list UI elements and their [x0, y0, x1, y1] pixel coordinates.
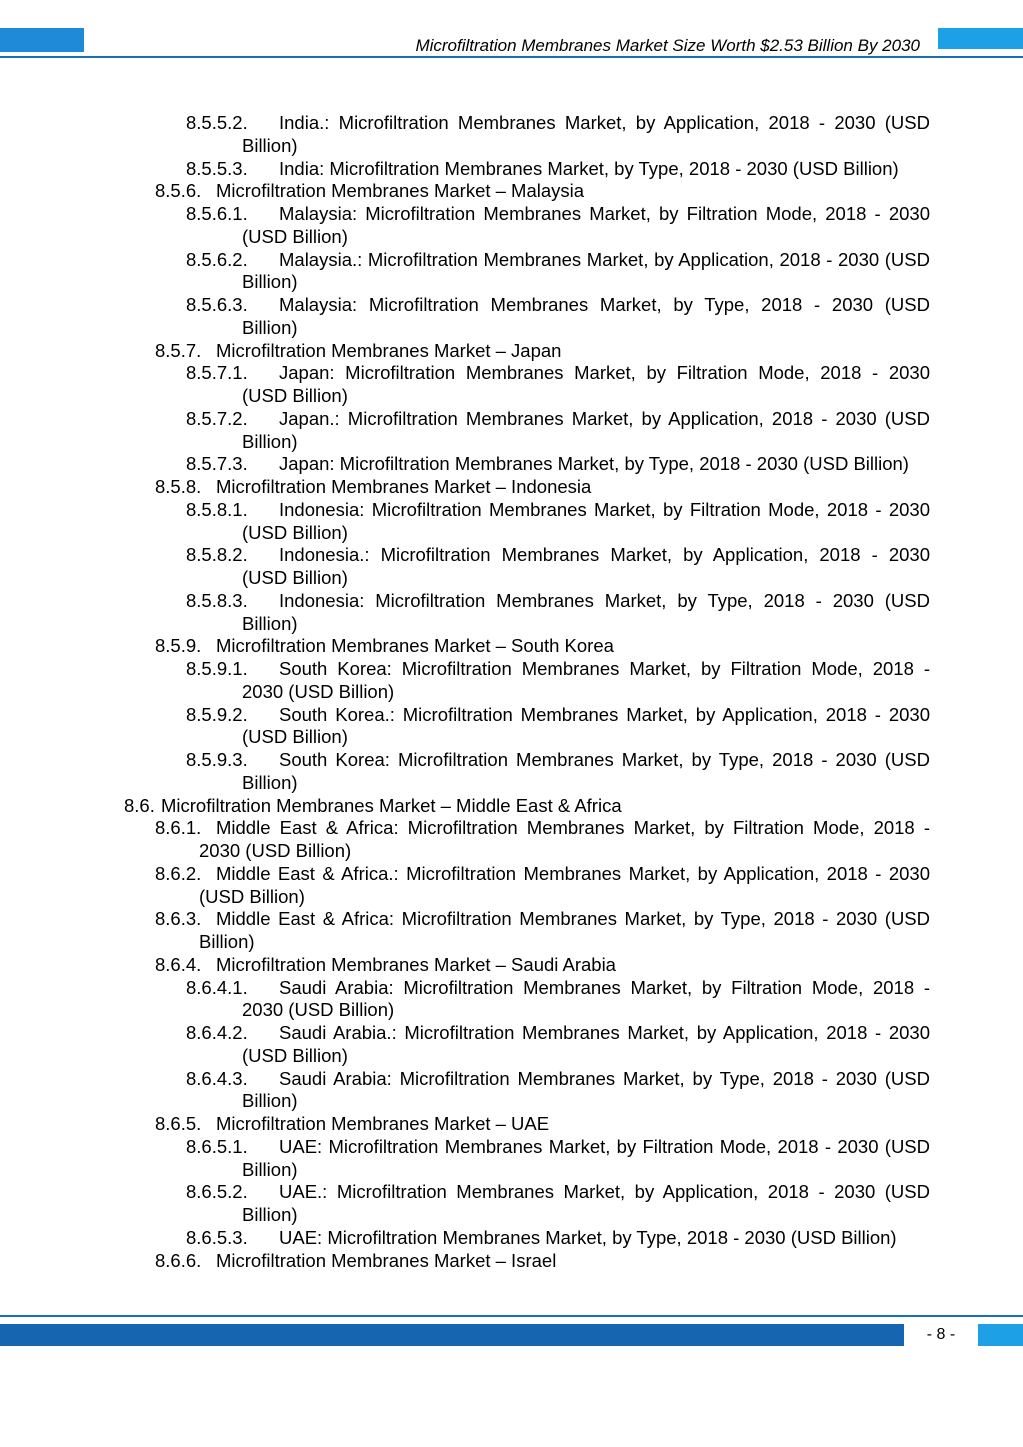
toc-entry-text: Saudi Arabia: Microfiltration Membranes Market, by Type, 2018 - 2030 (USD Billion) [242, 1067, 930, 1112]
toc-entry-text: Indonesia: Microfiltration Membranes Market, by Filtration Mode, 2018 - 2030 (USD Billion) [242, 498, 930, 543]
toc-entry [0, 795, 1023, 818]
toc-entry [0, 863, 1023, 909]
toc-entry-number: 8.5.8.3. [186, 589, 248, 611]
toc-entry-text: India.: Microfiltration Membranes Market, by Application, 2018 - 2030 (USD Billion) [242, 112, 930, 156]
toc-entry [0, 158, 1023, 181]
toc-entry-text: UAE: Microfiltration Membranes Market, by Filtration Mode, 2018 - 2030 (USD Billion) [242, 1135, 930, 1180]
toc-entry [0, 1250, 1023, 1273]
toc-entry-text: Japan.: Microfiltration Membranes Market, by Application, 2018 - 2030 (USD Billion) [242, 407, 930, 452]
footer-accent-block [978, 1324, 1023, 1346]
toc-entry-number: 8.5.9.1. [186, 658, 248, 679]
toc-entry [0, 294, 1023, 340]
toc-entry [0, 1136, 1023, 1182]
toc-entry [0, 499, 1023, 545]
header-accent-block-right [938, 28, 1023, 49]
toc-entry-text: South Korea: Microfiltration Membranes Market, by Type, 2018 - 2030 (USD Billion) [242, 749, 930, 793]
toc-entry-number: 8.5.9.2. [186, 703, 248, 725]
toc-entry-text: Indonesia.: Microfiltration Membranes Market, by Application, 2018 - 2030 (USD Billion) [242, 544, 930, 588]
toc-entry-number: 8.6.3. [155, 908, 202, 930]
toc-entry-text: Microfiltration Membranes Market – UAE [216, 1113, 550, 1134]
toc-entry-number: 8.6.5.1. [186, 1135, 248, 1157]
toc-entry-number: 8.5.9. [155, 635, 202, 657]
toc-entry-text: Malaysia: Microfiltration Membranes Market, by Filtration Mode, 2018 - 2030 (USD Billion) [242, 203, 930, 247]
toc-entry-text: India: Microfiltration Membranes Market, by Type, 2018 - 2030 (USD Billion) [279, 157, 899, 179]
toc-entry-number: 8.6.4.1. [186, 976, 248, 998]
toc-entry [0, 704, 1023, 750]
toc-entry-number: 8.6.4.3. [186, 1067, 248, 1089]
toc-entry-number: 8.5.5.2. [186, 112, 248, 133]
toc-entry [0, 544, 1023, 590]
toc-entry-text: Japan: Microfiltration Membranes Market, by Type, 2018 - 2030 (USD Billion) [279, 453, 909, 475]
toc-entry-text: Malaysia: Microfiltration Membranes Market, by Type, 2018 - 2030 (USD Billion) [242, 294, 930, 338]
header-rule [0, 56, 1023, 58]
toc-entry-text: Middle East & Africa: Microfiltration Membranes Market, by Filtration Mode, 2018 - 2030 (USD Billion) [199, 817, 930, 861]
toc-entry [0, 635, 1023, 658]
header-accent-block-left [0, 28, 84, 52]
toc-entry-number: 8.6.5.3. [186, 1226, 248, 1248]
toc-entry-number: 8.5.6.1. [186, 203, 248, 224]
header-title: Microfiltration Membranes Market Size Worth $2.53 Billion By 2030 [415, 36, 920, 55]
toc-entry-number: 8.5.7. [155, 339, 202, 361]
toc-entry-text: Microfiltration Membranes Market – Malaysia [216, 180, 585, 202]
toc-entry [0, 340, 1023, 363]
toc-entry [0, 408, 1023, 454]
toc-entry-text: Japan: Microfiltration Membranes Market, by Filtration Mode, 2018 - 2030 (USD Billion) [242, 362, 930, 406]
toc-entry-number: 8.6.5. [155, 1113, 202, 1134]
toc-entry-text: Indonesia: Microfiltration Membranes Market, by Type, 2018 - 2030 (USD Billion) [242, 589, 930, 634]
toc-entry-number: 8.5.6. [155, 180, 202, 202]
toc-entry [0, 453, 1023, 476]
toc-entry-number: 8.5.6.2. [186, 248, 248, 270]
toc-entry-number: 8.5.8.2. [186, 544, 248, 566]
toc-entry [0, 977, 1023, 1023]
toc-entry [0, 1227, 1023, 1250]
toc-entry-text: Microfiltration Membranes Market – Indonesia [216, 476, 592, 497]
toc-entry-text: UAE: Microfiltration Membranes Market, by Type, 2018 - 2030 (USD Billion) [279, 1226, 897, 1248]
toc-entry-text: UAE.: Microfiltration Membranes Market, by Application, 2018 - 2030 (USD Billion) [242, 1181, 930, 1225]
toc-entry [0, 180, 1023, 203]
toc-entry-text: Saudi Arabia.: Microfiltration Membranes Market, by Application, 2018 - 2030 (USD Billion) [242, 1022, 930, 1066]
toc-entry-text: Middle East & Africa.: Microfiltration Membranes Market, by Application, 2018 - 2030 (USD Billion) [199, 862, 930, 907]
toc-entry-number: 8.6.4. [155, 953, 202, 975]
toc-entry [0, 1022, 1023, 1068]
toc-entry [0, 817, 1023, 863]
toc-entry [0, 908, 1023, 954]
toc-entry-number: 8.5.7.2. [186, 407, 248, 429]
toc-entry-number: 8.5.7.1. [186, 362, 248, 384]
toc-entry-text: Microfiltration Membranes Market – South Korea [216, 635, 614, 657]
toc-entry [0, 112, 1023, 158]
toc-entry-number: 8.6.2. [155, 862, 202, 884]
toc-entry-number: 8.5.7.3. [186, 453, 248, 475]
footer-rule [0, 1315, 1023, 1317]
toc-entry [0, 249, 1023, 295]
toc-entry-number: 8.6. [124, 794, 155, 816]
toc-entry-text: South Korea.: Microfiltration Membranes Market, by Application, 2018 - 2030 (USD Billion) [242, 703, 930, 748]
toc-entry [0, 954, 1023, 977]
toc-entry-number: 8.6.4.2. [186, 1022, 248, 1043]
toc-entry-number: 8.5.9.3. [186, 749, 248, 770]
toc-entry-number: 8.5.6.3. [186, 294, 248, 315]
toc-entry [0, 476, 1023, 499]
toc-entry-number: 8.5.5.3. [186, 157, 248, 179]
toc-entry [0, 362, 1023, 408]
toc-entry-text: Microfiltration Membranes Market – Saudi Arabia [216, 953, 616, 975]
toc-entry [0, 658, 1023, 704]
toc-entry-number: 8.6.6. [155, 1249, 202, 1271]
toc-entry [0, 1113, 1023, 1136]
table-of-contents [0, 112, 1023, 1272]
toc-entry [0, 1068, 1023, 1114]
footer-bar [0, 1324, 904, 1346]
toc-entry [0, 1181, 1023, 1227]
toc-entry-text: Saudi Arabia: Microfiltration Membranes Market, by Filtration Mode, 2018 - 2030 (USD Billion) [242, 976, 930, 1021]
toc-entry-number: 8.6.1. [155, 817, 202, 839]
toc-entry-text: Middle East & Africa: Microfiltration Membranes Market, by Type, 2018 - 2030 (USD Billion) [199, 908, 930, 952]
toc-entry-number: 8.5.8.1. [186, 498, 248, 520]
toc-entry [0, 590, 1023, 636]
toc-entry-text: South Korea: Microfiltration Membranes Market, by Filtration Mode, 2018 - 2030 (USD Billion) [242, 658, 930, 702]
toc-entry-text: Malaysia.: Microfiltration Membranes Market, by Application, 2018 - 2030 (USD Billion) [242, 248, 930, 293]
toc-entry-number: 8.5.8. [155, 476, 202, 497]
toc-entry-number: 8.6.5.2. [186, 1181, 248, 1203]
toc-entry-text: Microfiltration Membranes Market – Israel [216, 1249, 557, 1271]
page-number: - 8 - [926, 1326, 956, 1343]
toc-entry [0, 749, 1023, 795]
toc-entry-text: Microfiltration Membranes Market – Middle East & Africa [161, 794, 622, 816]
toc-entry [0, 203, 1023, 249]
toc-entry-text: Microfiltration Membranes Market – Japan [216, 339, 562, 361]
